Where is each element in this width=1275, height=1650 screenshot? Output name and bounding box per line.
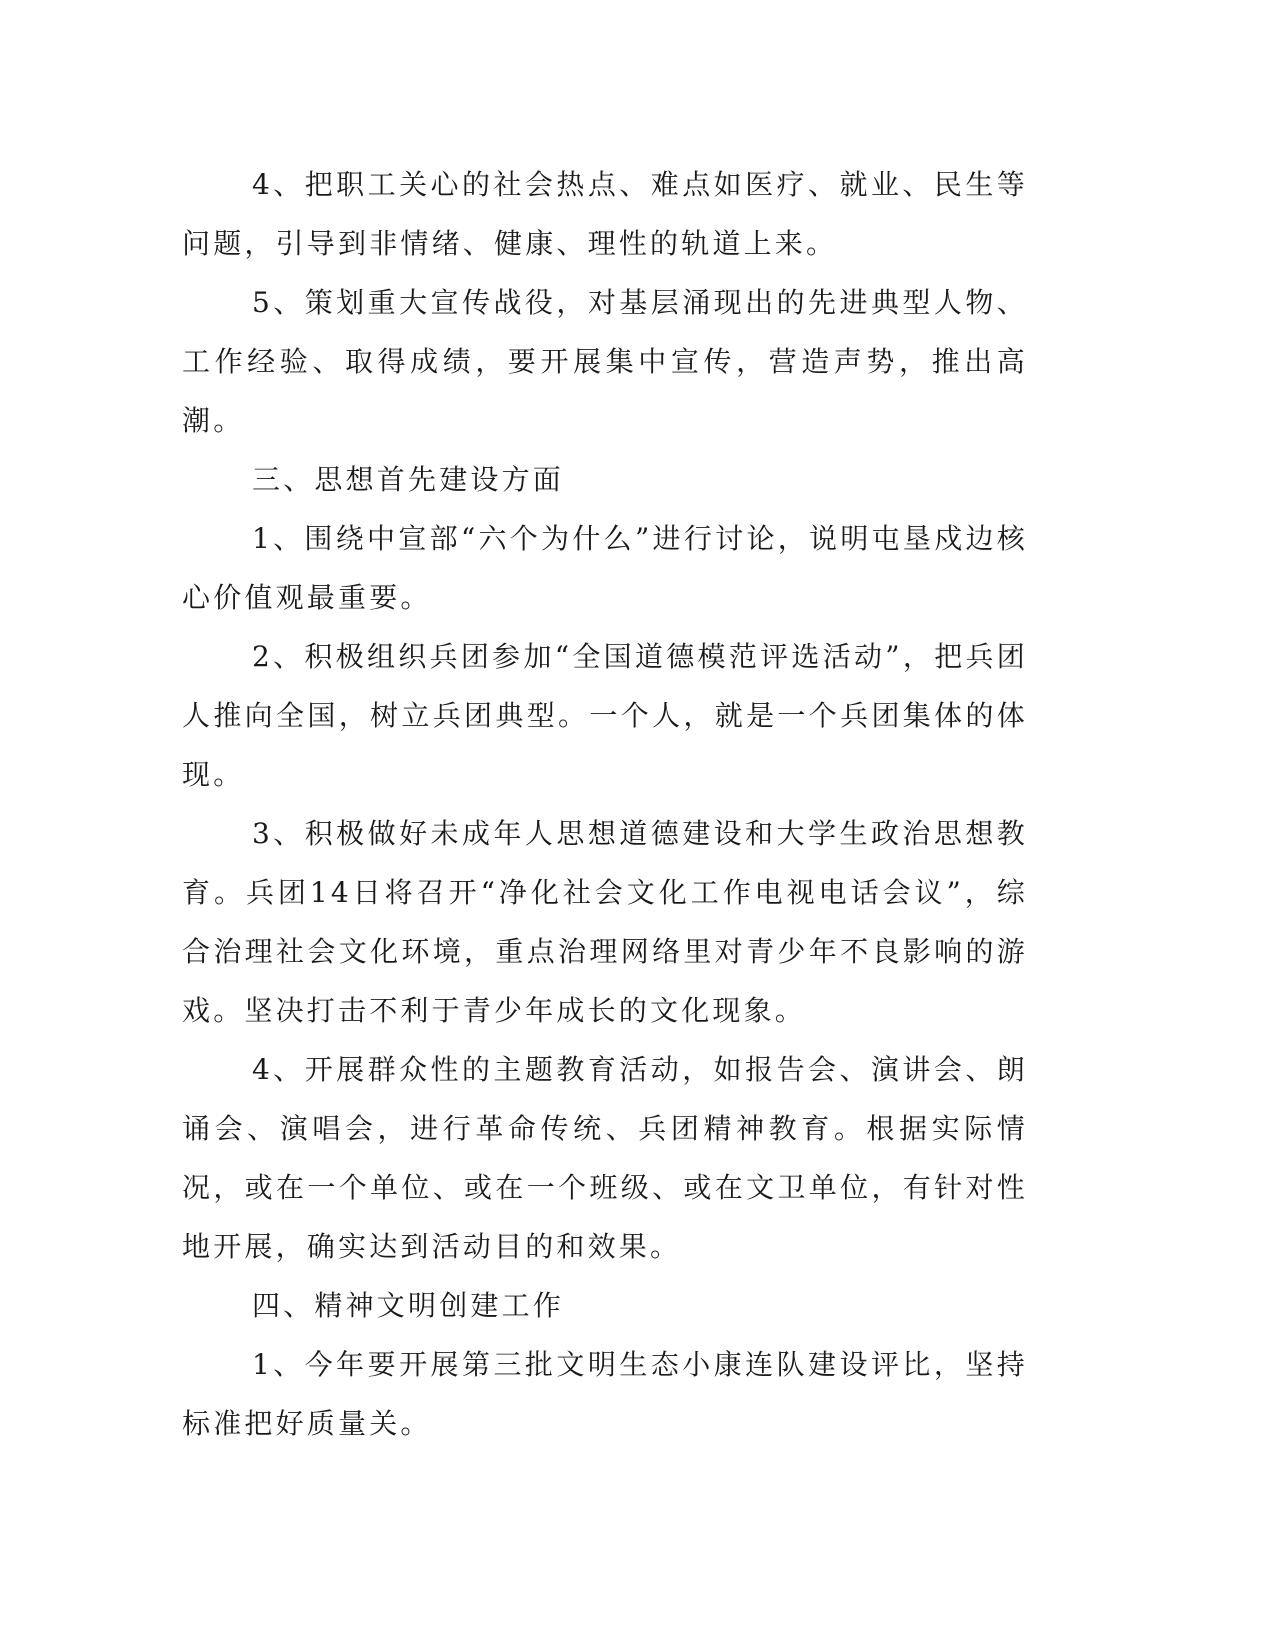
paragraph-item-1-discussion: 1、围绕中宣部“六个为什么”进行讨论，说明屯垦戍边核心价值观最重要。 [182,522,1028,614]
paragraph-item-4-mass-education: 4、开展群众性的主题教育活动，如报告会、演讲会、朗诵会、演唱会，进行革命传统、兵团精神教育。根据实际情况，或在一个单位、或在一个班级、或在文卫单位，有针对性地开展，确实达到活动目的和效果。 [182,1053,1028,1263]
paragraph-item-5-publicity-campaign: 5、策划重大宣传战役，对基层涌现出的先进典型人物、工作经验、取得成绩，要开展集中宣传，营造声势，推出高潮。 [182,286,1028,437]
paragraph-item-3-youth-education: 3、积极做好未成年人思想道德建设和大学生政治思想教育。兵团14日将召开“净化社会文化工作电视电话会议”，综合治理社会文化环境，重点治理网络里对青少年不良影响的游戏。坚决打击不利于青少年成长的文化现象。 [182,817,1028,1027]
paragraph-item-4-hot-issues: 4、把职工关心的社会热点、难点如医疗、就业、民生等问题，引导到非情绪、健康、理性的轨道上来。 [182,168,1028,260]
paragraph-item-1-ecological-company: 1、今年要开展第三批文明生态小康连队建设评比，坚持标准把好质量关。 [182,1348,1028,1440]
paragraph-item-2-moral-models: 2、积极组织兵团参加“全国道德模范评选活动”，把兵团人推向全国，树立兵团典型。一个人，就是一个兵团集体的体现。 [182,640,1028,791]
section-heading-civilization: 四、精神文明创建工作 [252,1289,565,1322]
document-body [182,155,1028,1453]
section-heading-ideology: 三、思想首先建设方面 [252,463,565,496]
